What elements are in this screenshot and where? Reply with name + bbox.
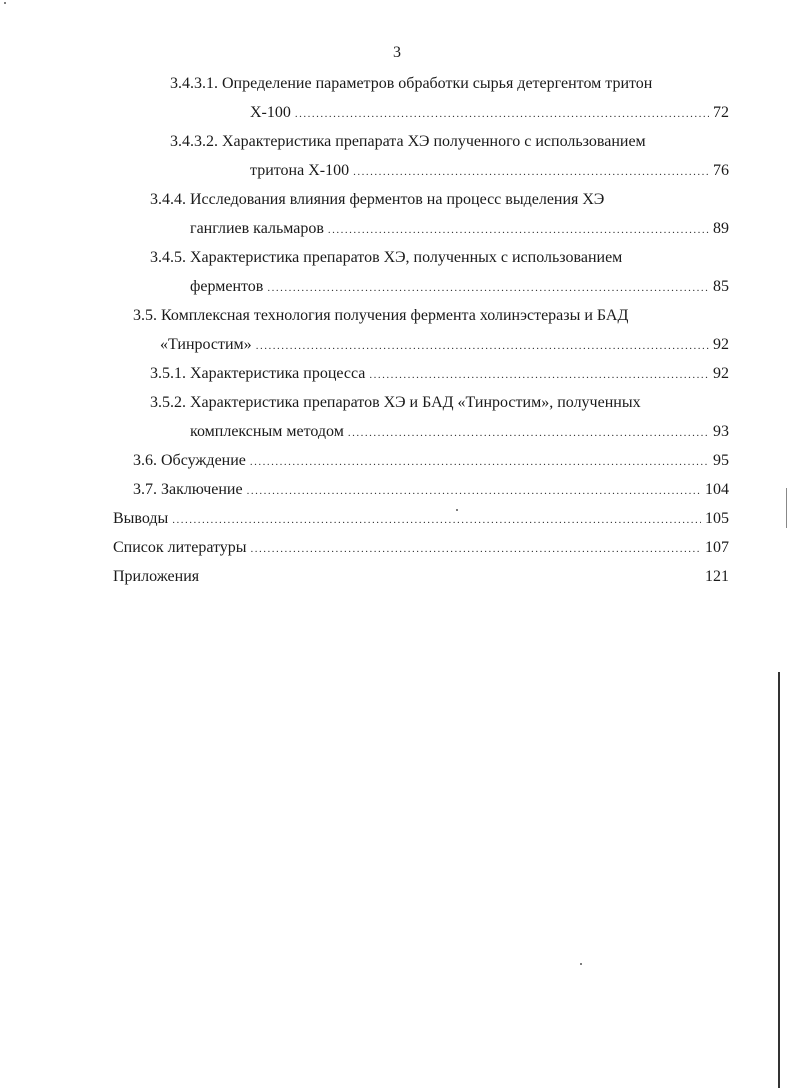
toc-entry-page: 92: [713, 336, 729, 353]
toc-entry: [133, 479, 729, 501]
scan-edge-line: [778, 672, 780, 1088]
toc-entry-text: Приложения: [113, 568, 200, 585]
toc-entry-heading: [150, 189, 604, 211]
toc-entry-text: тритона Х-100: [250, 162, 350, 179]
dot-leader: [328, 219, 709, 241]
toc-entry-heading: [133, 305, 628, 327]
toc-entry-text: «Тинростим»: [160, 336, 252, 353]
page-number: 3: [393, 44, 401, 61]
toc-entry-text: комплексным методом: [190, 423, 344, 440]
toc-entry-text: 3.5.2. Характеристика препаратов ХЭ и БАД «Тинростим», полученных: [150, 394, 641, 411]
toc-entry: [190, 276, 729, 298]
toc-entry-page: 76: [713, 162, 729, 179]
toc-entry-text: 3.4.5. Характеристика препаратов ХЭ, полученных с использованием: [150, 249, 623, 266]
toc-entry-text: 3.4.3.1. Определение параметров обработки сырья детергентом тритон: [170, 75, 653, 92]
toc-entry-text: 3.5. Комплексная технология получения фермента холинэстеразы и БАД: [133, 307, 629, 324]
toc-entry-heading: [170, 73, 652, 95]
toc-entry-page: 104: [705, 481, 729, 498]
dot-leader: [267, 277, 709, 299]
toc-entry-page: 93: [713, 423, 729, 440]
toc-entry: [250, 102, 729, 124]
toc-entry-text: 3.5.1. Характеристика процесса: [150, 365, 366, 382]
dot-leader: [247, 480, 701, 502]
toc-entry-page: 92: [713, 365, 729, 382]
toc-entry: [150, 363, 729, 385]
toc-entry-text: ферментов: [190, 278, 264, 295]
scan-speck: [4, 2, 6, 4]
toc-entry: [113, 537, 729, 559]
toc-entry-text: 3.4.4. Исследования влияния ферментов на процесс выделения ХЭ: [150, 191, 605, 208]
toc-entry-text: Список литературы: [113, 539, 247, 556]
toc-entry-text: 3.7. Заключение: [133, 481, 243, 498]
toc-entry-text: Х-100: [250, 104, 291, 121]
dot-leader: [369, 364, 709, 386]
scan-speck: [580, 963, 582, 965]
toc-entry: [113, 508, 729, 530]
toc-entry-page: 121: [705, 568, 729, 585]
toc-entry-text: ганглиев кальмаров: [190, 220, 324, 237]
toc-entry-text: Выводы: [113, 510, 169, 527]
toc-entry-page: 85: [713, 278, 729, 295]
toc-entry-heading: [150, 247, 622, 269]
toc-entry-text: 3.6. Обсуждение: [133, 452, 246, 469]
toc-entry-page: 105: [705, 510, 729, 527]
scan-edge-mark: [786, 488, 787, 528]
dot-leader: [256, 335, 709, 357]
toc-entry-page: 107: [705, 539, 729, 556]
dot-leader: [251, 538, 701, 560]
toc-entry-page: 89: [713, 220, 729, 237]
toc-entry-text: 3.4.3.2. Характеристика препарата ХЭ полученного с использованием: [170, 133, 646, 150]
toc-entry-page: 72: [713, 104, 729, 121]
toc-entry-heading: [170, 131, 646, 153]
dot-leader: [250, 451, 709, 473]
toc-entry: [113, 566, 729, 588]
toc-entry-heading: [150, 392, 641, 414]
dot-leader: [348, 422, 709, 444]
dot-leader: [295, 103, 709, 125]
toc-entry: [133, 450, 729, 472]
toc-entry: [190, 218, 729, 240]
dot-leader: [353, 161, 709, 183]
toc-entry-page: 95: [713, 452, 729, 469]
toc-entry: [190, 421, 729, 443]
scan-speck: [456, 509, 458, 511]
toc-entry: [250, 160, 729, 182]
dot-leader: [172, 509, 701, 531]
toc-entry: [160, 334, 729, 356]
